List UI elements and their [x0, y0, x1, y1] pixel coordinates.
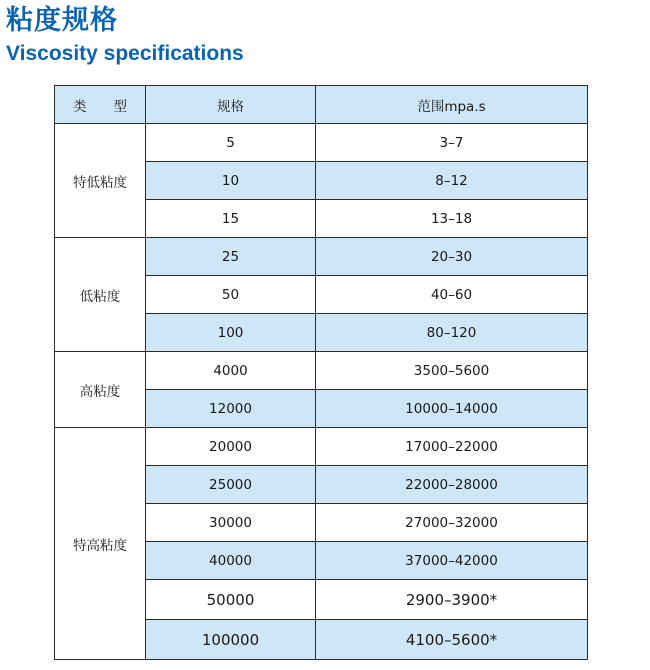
page-title-chinese: 粘度规格 [6, 5, 118, 36]
range-cell: 20–30 [316, 238, 588, 276]
table-header-row [55, 86, 588, 124]
viscosity-spec-table [54, 85, 588, 660]
range-cell: 8–12 [316, 162, 588, 200]
spec-cell: 50 [146, 276, 316, 314]
range-cell: 13–18 [316, 200, 588, 238]
range-cell: 4100–5600* [316, 620, 588, 660]
spec-cell: 100 [146, 314, 316, 352]
spec-cell: 15 [146, 200, 316, 238]
spec-cell: 25000 [146, 466, 316, 504]
header-spec: 规格 [146, 86, 316, 124]
range-cell: 80–120 [316, 314, 588, 352]
table-row [55, 352, 588, 390]
header-type: 类 型 [55, 86, 146, 124]
group-label: 高粘度 [55, 352, 146, 428]
range-cell: 10000–14000 [316, 390, 588, 428]
spec-cell: 100000 [146, 620, 316, 660]
range-cell: 3–7 [316, 124, 588, 162]
range-cell: 2900–3900* [316, 580, 588, 620]
range-cell: 17000–22000 [316, 428, 588, 466]
group-label: 低粘度 [55, 238, 146, 352]
spec-cell: 5 [146, 124, 316, 162]
range-cell: 37000–42000 [316, 542, 588, 580]
range-cell: 22000–28000 [316, 466, 588, 504]
page-title-english: Viscosity specifications [6, 42, 244, 65]
table-row [55, 428, 588, 466]
spec-cell: 20000 [146, 428, 316, 466]
table-row [55, 238, 588, 276]
spec-cell: 12000 [146, 390, 316, 428]
spec-cell: 4000 [146, 352, 316, 390]
range-cell: 3500–5600 [316, 352, 588, 390]
spec-cell: 10 [146, 162, 316, 200]
spec-cell: 25 [146, 238, 316, 276]
group-label: 特高粘度 [55, 428, 146, 660]
group-label: 特低粘度 [55, 124, 146, 238]
spec-cell: 40000 [146, 542, 316, 580]
table-row [55, 124, 588, 162]
range-cell: 27000–32000 [316, 504, 588, 542]
spec-cell: 50000 [146, 580, 316, 620]
header-range: 范围mpa.s [316, 86, 588, 124]
range-cell: 40–60 [316, 276, 588, 314]
spec-cell: 30000 [146, 504, 316, 542]
